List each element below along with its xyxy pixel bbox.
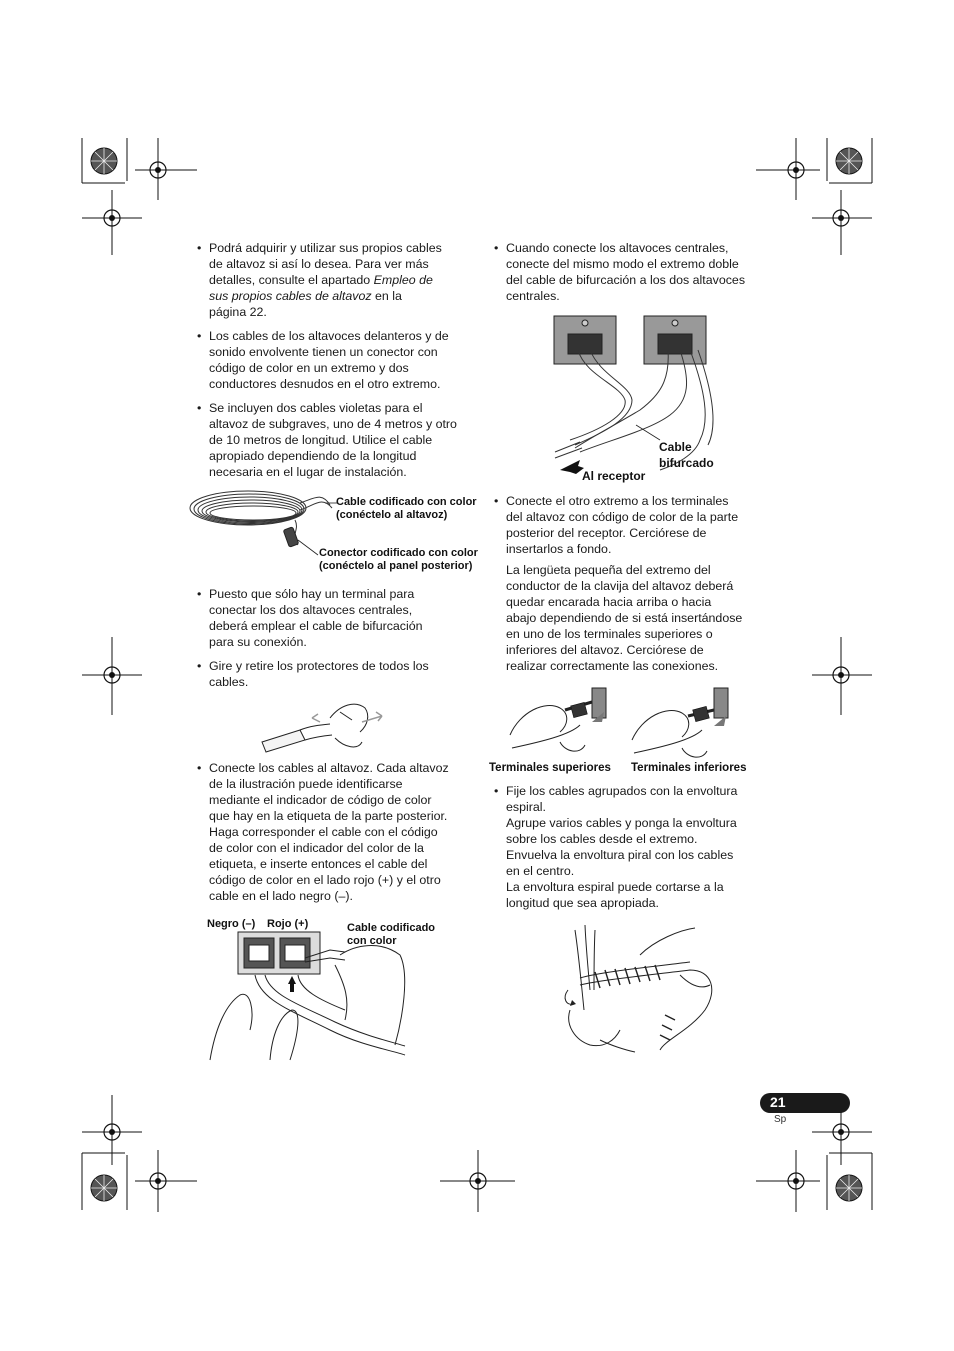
text-line: conductores desnudos en el otro extremo. [209,377,441,391]
text-line: • Fije los cables agrupados con la envoltura [506,784,738,798]
text-line: • Puesto que sólo hay un terminal para [209,587,415,601]
caption-line: Cable [659,440,692,454]
caption-line: Rojo (+) [267,918,309,930]
text-line: Envuelva la envoltura piral con los cables [506,848,734,862]
text-line: necesaria en el lugar de instalación. [209,465,407,479]
language-code: Sp [774,1114,787,1125]
text-line: página 22. [209,305,267,319]
text-line: cable en el lado negro (–). [209,889,353,903]
text-line: código de color en un extremo y dos [209,361,409,375]
text-line: de color con el indicador del color de la [209,841,424,855]
text-line: mediante el indicador de código de color [209,793,432,807]
text-line: de altavoz si así lo desea. Para ver más [209,257,429,271]
text-line: del cable de bifurcación a los dos altavoces [506,273,746,287]
text-line: espiral. [506,800,546,814]
text-run: en la [371,289,402,303]
caption-line: Al receptor [582,469,646,483]
caption-line: Terminales inferiores [631,762,747,774]
cross-reference-link: Empleo de [373,273,433,287]
text-line: • Gire y retire los protectores de todos los [209,659,429,673]
text-line: en el centro. [506,864,575,878]
text-line: • Conecte el otro extremo a los terminales [506,494,729,508]
text-line: en uno de los terminales superiores o [506,627,713,641]
text-line: de la ilustración puede identificarse [209,777,403,791]
text-line: código de color en el lado rojo (+) y el otro [209,873,441,887]
caption-line: Negro (–) [207,918,256,930]
text-line: sonido envolvente tienen un conector con [209,345,438,359]
text-line: centrales. [506,289,560,303]
text-line: apropiado dependiendo de la longitud [209,449,417,463]
text-line: realizar correctamente las conexiones. [506,659,719,673]
caption-line: bifurcado [659,456,714,470]
caption-line: Terminales superiores [489,762,611,774]
text-line: • Podrá adquirir y utilizar sus propios cables [209,241,442,255]
page-number: 21 [770,1094,786,1110]
text-line: abajo dependiendo de si está insertándose [506,611,743,625]
text-run: detalles, consulte el apartado [209,273,374,287]
text-line: conectar los dos altavoces centrales, [209,603,413,617]
caption-line: con color [347,935,397,947]
text-line: longitud que sea apropiada. [506,896,659,910]
caption-line: (conéctelo al altavoz) [336,509,448,521]
text-line: insertarlos a fondo. [506,542,612,556]
text-line: Agrupe varios cables y ponga la envoltura [506,816,737,830]
text-line: inferiores del altavoz. Cerciórese de [506,643,704,657]
caption-line: (conéctelo al panel posterior) [319,560,473,572]
text-line: conecte del mismo modo el extremo doble [506,257,739,271]
text-line: quedar encarada hacia arriba o hacia [506,595,712,609]
text-line: deberá emplear el cable de bifurcación [209,619,423,633]
caption-line: Conector codificado con color [319,547,478,559]
text-line: de 10 metros de longitud. Utilice el cable [209,433,433,447]
text-line: sobre los cables desde el extremo. [506,832,698,846]
text-line: • Se incluyen dos cables violetas para el [209,401,423,415]
caption-line: Cable codificado con color [336,496,477,508]
text-line: del altavoz con código de color de la parte [506,510,739,524]
text-line: • Conecte los cables al altavoz. Cada altavoz [209,761,449,775]
text-line: que hay en la etiqueta de la parte posterior. [209,809,448,823]
caption-line: Cable codificado [347,922,436,934]
text-line: altavoz de subgraves, uno de 4 metros y otro [209,417,457,431]
text-line: • Los cables de los altavoces delanteros y de [209,329,449,343]
text-line: Haga corresponder el cable con el código [209,825,438,839]
text-line: etiqueta, e inserte entonces el cable del [209,857,428,871]
text-line: • Cuando conecte los altavoces centrales, [506,241,729,255]
text-line: para su conexión. [209,635,307,649]
text-line: La lengüeta pequeña del extremo del [506,563,711,577]
text-line: posterior del receptor. Cerciórese de [506,526,707,540]
cross-reference-link: sus propios cables de altavoz [209,289,372,303]
text-line: La envoltura espiral puede cortarse a la [506,880,724,894]
text-line: conductor de la clavija del altavoz deberá [506,579,734,593]
text-line: cables. [209,675,249,689]
